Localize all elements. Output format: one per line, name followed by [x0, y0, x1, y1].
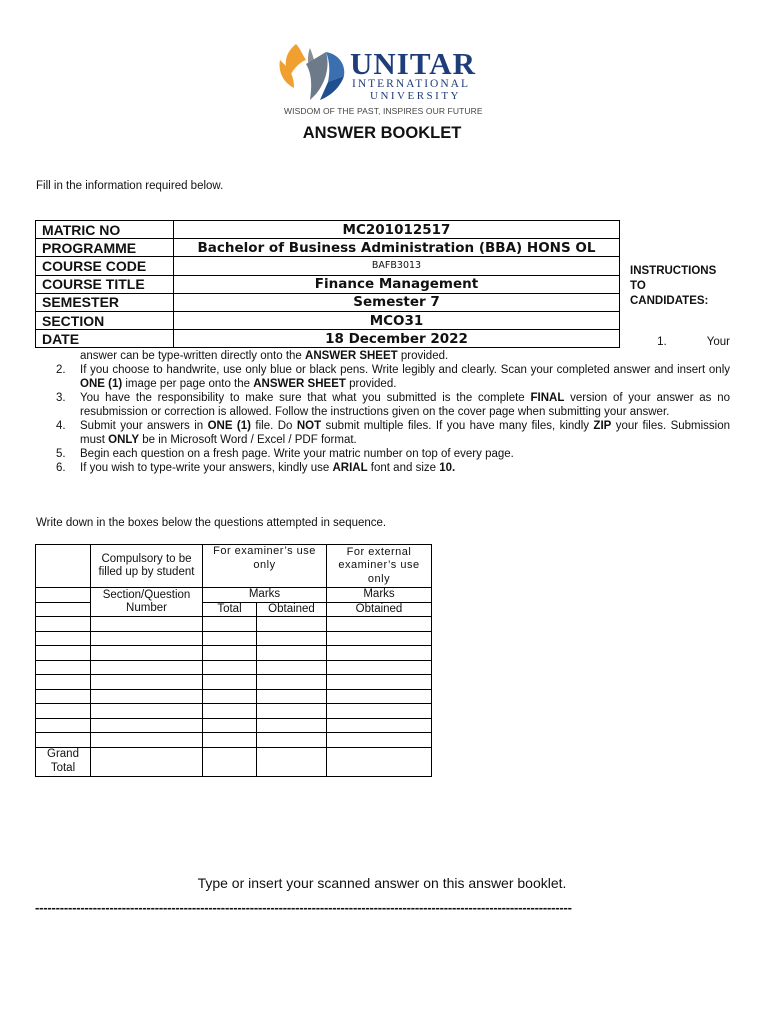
instruction-text: be in Microsoft Word / Excel / PDF format.: [139, 434, 357, 446]
table-cell[interactable]: [257, 675, 327, 690]
instructions-heading: [630, 264, 740, 309]
write-down-text: Write down in the boxes below the questions attempted in sequence.: [36, 517, 387, 529]
programme-label: PROGRAMME: [36, 239, 174, 257]
instruction-number: 1.: [657, 336, 667, 348]
table-cell[interactable]: [327, 660, 432, 675]
instruction-item-3: [36, 391, 730, 419]
course-title-value: Finance Management: [174, 275, 620, 293]
instruction-item-1-cont: [36, 349, 730, 363]
table-cell[interactable]: [327, 747, 432, 776]
programme-value: Bachelor of Business Administration (BBA) HONS OL: [174, 239, 620, 257]
instruction-item-4: [36, 419, 730, 447]
table-row: [36, 311, 620, 329]
instruction-item-2: [36, 363, 730, 391]
marks-header: Marks: [203, 588, 327, 603]
logo-subtitle: UNIVERSITY: [370, 90, 461, 102]
instruction-text: version of your answer as no resubmission or correction is allowed. Follow the instructions given on the cover page when submitting your answer.: [80, 392, 730, 418]
course-code-label: COURSE CODE: [36, 257, 174, 275]
table-cell[interactable]: [36, 617, 91, 632]
table-cell[interactable]: [36, 704, 91, 719]
table-row: [36, 631, 432, 646]
instruction-bold: 10.: [439, 462, 456, 474]
table-cell[interactable]: [203, 733, 257, 748]
section-label: SECTION: [36, 311, 174, 329]
instruction-text: You have the responsibility to make sure that what you submitted is the complete: [80, 392, 531, 404]
table-cell[interactable]: [36, 675, 91, 690]
instruction-bold: ONE (1): [80, 378, 123, 390]
table-cell[interactable]: [203, 631, 257, 646]
instruction-text: provided.: [397, 350, 449, 362]
matric-value: MC201012517: [174, 221, 620, 239]
instruction-text: If you wish to type-write your answers, kindly use: [80, 462, 333, 474]
instruction-bold: ZIP: [593, 420, 612, 432]
table-cell[interactable]: [36, 718, 91, 733]
table-row: [36, 675, 432, 690]
table-cell[interactable]: [257, 646, 327, 661]
grand-total-row: [36, 747, 432, 776]
date-label: DATE: [36, 330, 174, 348]
marks-header-external: Marks: [327, 588, 432, 603]
instruction-number: 2.: [56, 364, 66, 376]
table-row: [36, 293, 620, 311]
instruction-bold: ANSWER SHEET: [305, 350, 398, 362]
table-header-row: [36, 545, 432, 588]
instruction-number: 3.: [56, 392, 66, 404]
table-cell[interactable]: [257, 660, 327, 675]
table-row: [36, 689, 432, 704]
table-cell[interactable]: [91, 617, 203, 632]
obtained-header: Obtained: [257, 602, 327, 617]
instruction-item-5: [36, 447, 730, 461]
logo-subtitle: INTERNATIONAL: [352, 78, 470, 90]
table-cell: [36, 588, 91, 603]
table-row: [36, 239, 620, 257]
table-cell[interactable]: [203, 617, 257, 632]
table-cell[interactable]: [36, 631, 91, 646]
table-cell[interactable]: [257, 704, 327, 719]
table-cell[interactable]: [203, 689, 257, 704]
table-cell[interactable]: [327, 675, 432, 690]
instruction-number: 5.: [56, 448, 66, 460]
instructions-list: [36, 335, 730, 475]
table-cell[interactable]: [257, 747, 327, 776]
table-header-row: [36, 588, 432, 603]
section-value: MCO31: [174, 311, 620, 329]
obtained-header-external: Obtained: [327, 602, 432, 617]
table-cell[interactable]: [91, 646, 203, 661]
table-row: [36, 275, 620, 293]
table-cell[interactable]: [257, 718, 327, 733]
instruction-text: image per page onto the: [122, 378, 254, 390]
marks-table: [35, 544, 432, 777]
instruction-text: answer can be type-written directly onto the: [80, 350, 306, 362]
table-cell[interactable]: [91, 689, 203, 704]
table-cell: [36, 602, 91, 617]
table-cell[interactable]: [36, 689, 91, 704]
table-cell[interactable]: [91, 660, 203, 675]
table-row: [36, 221, 620, 239]
instruction-bold: FINAL: [530, 392, 565, 404]
semester-value: Semester 7: [174, 293, 620, 311]
instruction-text: Begin each question on a fresh page. Write your matric number on top of every page.: [80, 448, 514, 460]
table-cell[interactable]: [327, 733, 432, 748]
course-title-label: COURSE TITLE: [36, 275, 174, 293]
table-cell[interactable]: [91, 704, 203, 719]
table-cell[interactable]: [203, 675, 257, 690]
instructions-heading-line: TO: [630, 280, 646, 292]
instruction-text: submit multiple files. If you have many files, kindly: [321, 420, 594, 432]
table-cell: [36, 545, 91, 588]
instruction-number: 6.: [56, 462, 66, 474]
table-row: [36, 660, 432, 675]
instruction-bold: ANSWER SHEET: [253, 378, 346, 390]
table-cell[interactable]: [257, 631, 327, 646]
table-cell[interactable]: [203, 747, 257, 776]
instruction-number: 4.: [56, 420, 66, 432]
student-info-table: [35, 220, 620, 348]
matric-label: MATRIC NO: [36, 221, 174, 239]
table-cell[interactable]: [203, 704, 257, 719]
date-value: 18 December 2022: [174, 330, 620, 348]
table-cell[interactable]: [36, 660, 91, 675]
bottom-instruction: Type or insert your scanned answer on this answer booklet.: [197, 875, 567, 891]
instruction-text: If you choose to handwrite, use only blue or black pens. Write legibly and clearly. Scan your completed answer and insert only: [80, 364, 730, 376]
instruction-text: Your: [706, 336, 730, 348]
table-row: [36, 617, 432, 632]
table-cell[interactable]: [203, 646, 257, 661]
table-row: [36, 718, 432, 733]
external-examiner-header: For external examiner’s use only: [327, 545, 432, 588]
instruction-text: provided.: [345, 378, 397, 390]
table-cell[interactable]: [203, 718, 257, 733]
semester-label: SEMESTER: [36, 293, 174, 311]
table-cell[interactable]: [257, 689, 327, 704]
table-cell[interactable]: [203, 660, 257, 675]
instruction-text: font and size: [367, 462, 440, 474]
table-row: [36, 257, 620, 275]
table-cell[interactable]: [91, 631, 203, 646]
table-cell[interactable]: [327, 689, 432, 704]
table-row: [36, 646, 432, 661]
page-title: ANSWER BOOKLET: [302, 124, 462, 142]
table-row: [36, 733, 432, 748]
unitar-logo: [276, 42, 491, 120]
table-cell[interactable]: [91, 675, 203, 690]
table-cell[interactable]: [327, 718, 432, 733]
table-cell[interactable]: [91, 733, 203, 748]
table-cell[interactable]: [91, 718, 203, 733]
instruction-bold: ARIAL: [332, 462, 368, 474]
instruction-item-6: [36, 461, 730, 475]
instruction-bold: ONE (1): [207, 420, 251, 432]
fill-info-text: Fill in the information required below.: [36, 180, 224, 192]
dashed-separator: ----------------------------------------------------------------------------------------------------------------------------------: [35, 900, 572, 915]
unitar-emblem-icon: [276, 42, 348, 104]
table-cell[interactable]: [257, 617, 327, 632]
instruction-text: file. Do: [250, 420, 297, 432]
table-cell[interactable]: [36, 646, 91, 661]
section-question-header: Section/Question Number: [91, 588, 203, 617]
table-cell[interactable]: [327, 617, 432, 632]
instruction-bold: NOT: [296, 420, 322, 432]
examiner-header: For examiner’s use only: [203, 545, 327, 588]
logo-tagline: WISDOM OF THE PAST, INSPIRES OUR FUTURE: [284, 106, 483, 116]
instructions-heading-line: INSTRUCTIONS: [630, 265, 717, 277]
instruction-text: Submit your answers in: [80, 420, 208, 432]
table-cell[interactable]: [257, 733, 327, 748]
table-cell[interactable]: [36, 733, 91, 748]
table-row: [36, 704, 432, 719]
table-cell[interactable]: [327, 631, 432, 646]
total-header: Total: [203, 602, 257, 617]
instruction-item-1-start: [36, 335, 730, 349]
instruction-bold: ONLY: [108, 434, 140, 446]
logo-wordmark: UNITAR: [350, 46, 476, 81]
instruction-text: your files. Submission must: [80, 420, 731, 446]
course-code-value: BAFB3013: [174, 257, 620, 275]
table-cell[interactable]: [327, 646, 432, 661]
compulsory-header: Compulsory to be filled up by student: [91, 545, 203, 588]
table-cell[interactable]: [327, 704, 432, 719]
grand-total-label: Grand Total: [36, 747, 91, 776]
instructions-heading-line: CANDIDATES:: [630, 295, 709, 307]
table-cell[interactable]: [91, 747, 203, 776]
